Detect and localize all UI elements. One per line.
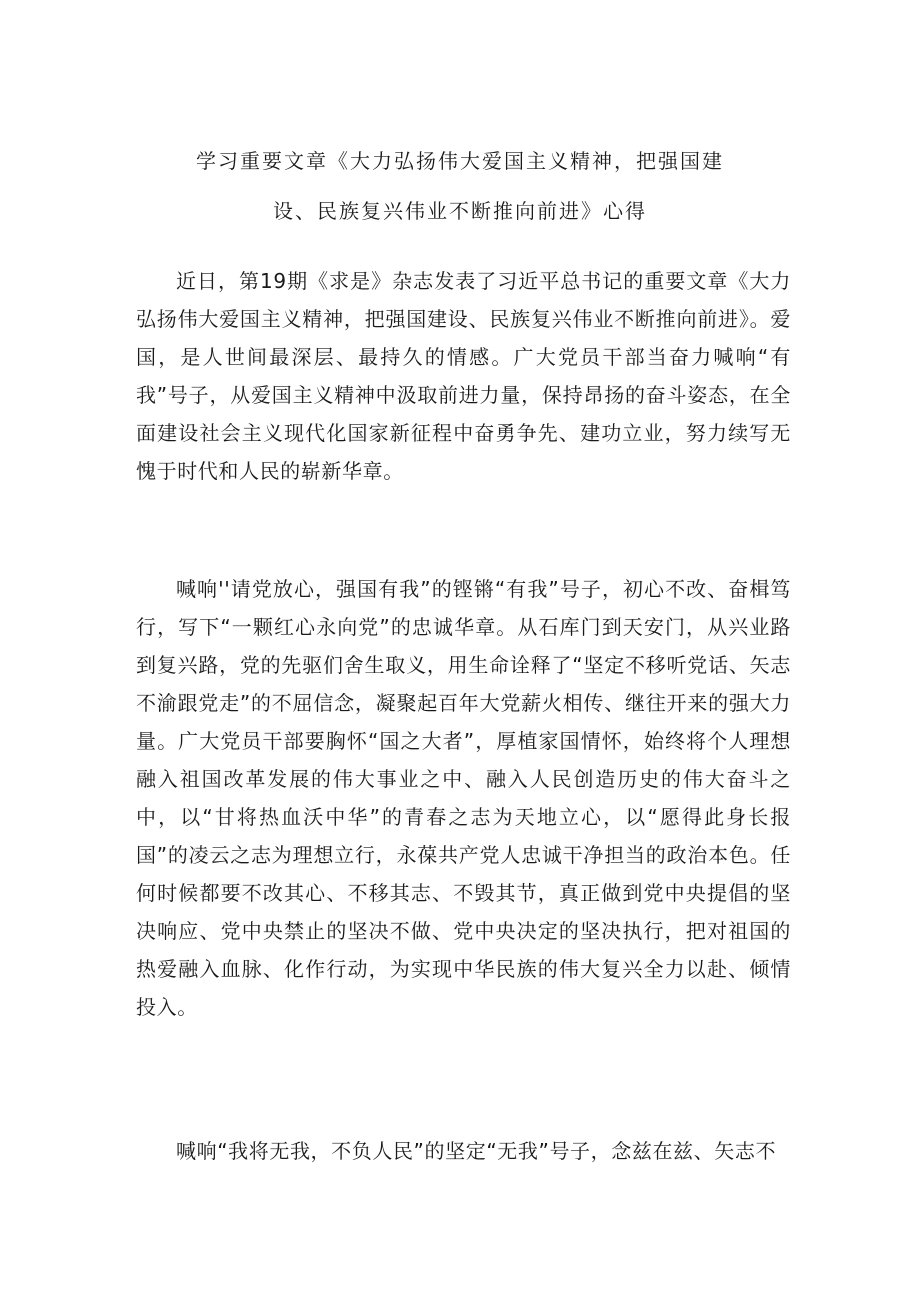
document-title-line-1: 学习重要文章《大力弘扬伟大爱国主义精神，把强国建 — [196, 149, 724, 173]
document-title-line-2: 设、民族复兴伟业不断推向前进》心得 — [273, 199, 647, 223]
paragraph-1: 近日，第19期《求是》杂志发表了习近平总书记的重要文章《大力弘扬伟大爱国主义精神，把强国建设、民族复兴伟业不断推向前进》。爱国，是人世间最深层、最持久的情感。广大党员干部当奋力喊响“有我”号子，从爱国主义精神中汲取前进力量，保持昂扬的奋斗姿态，在全面建设社会主义现代化国家新征程中奋勇争先、建功立业，努力续写无愧于时代和人民的崭新华章。 — [136, 269, 791, 483]
paragraph-3: 喊响“我将无我，不负人民”的坚定“无我”号子，念兹在兹、矢志不 — [176, 1139, 777, 1163]
paragraph-2: 喊响''请党放心，强国有我”的铿锵“有我”号子，初心不改、奋楫笃行，写下“一颗红心永向党”的忠诚华章。从石库门到天安门，从兴业路到复兴路，党的先驱们舍生取义，用生命诠释了“坚定不移听党话、矢志不渝跟党走”的不屈信念，凝聚起百年大党薪火相传、继往开来的强大力量。广大党员干部要胸怀“国之大者”，厚植家国情怀，始终将个人理想融入祖国改革发展的伟大事业之中、融入人民创造历史的伟大奋斗之中，以“甘将热血沃中华”的青春之志为天地立心，以“愿得此身长报国”的凌云之志为理想立行，永葆共产党人忠诚干净担当的政治本色。任何时候都要不改其心、不移其志、不毁其节，真正做到党中央提倡的坚决响应、党中央禁止的坚决不做、党中央决定的坚决执行，把对祖国的热爱融入血脉、化作行动，为实现中华民族的伟大复兴全力以赴、倾情投入。 — [136, 577, 791, 1019]
